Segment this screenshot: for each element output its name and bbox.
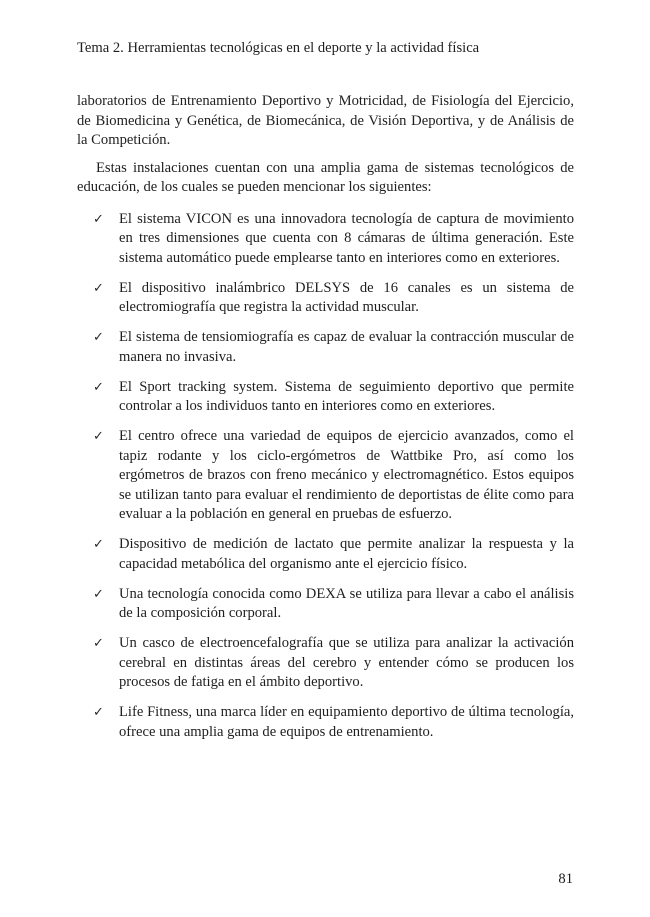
list-item-text: El sistema VICON es una innovadora tecnología de captura de movimiento en tres dimensiones que cuenta con 8 cámaras de última generación. Este sistema automático puede emplearse tanto en interiores como en exteriores.: [119, 210, 574, 266]
list-item-text: Dispositivo de medición de lactato que permite analizar la respuesta y la capacidad metabólica del organismo ante el ejercicio físico.: [119, 536, 574, 572]
list-item: [77, 703, 574, 742]
check-mark-icon: ✓: [93, 537, 104, 552]
list-item: [77, 378, 574, 417]
check-mark-icon: ✓: [93, 429, 104, 444]
check-mark-icon: ✓: [93, 586, 104, 602]
page-number: 81: [558, 871, 573, 887]
check-mark-icon: ✓: [93, 705, 104, 720]
list-item-text: Una tecnología conocida como DEXA se utiliza para llevar a cabo el análisis de la composición corporal.: [119, 585, 574, 621]
list-item-text: Un casco de electroencefalografía que se utiliza para analizar la activación cerebral en distintas áreas del cerebro y entender cómo se producen los procesos de fatiga en el ámbito deportivo.: [119, 635, 574, 690]
check-mark-icon: ✓: [93, 636, 104, 651]
check-mark-icon: ✓: [93, 330, 104, 345]
list-item-text: El Sport tracking system. Sistema de seguimiento deportivo que permite controlar a los individuos tanto en interiores como en exteriores.: [119, 378, 574, 414]
list-item-text: El dispositivo inalámbrico DELSYS de 16 canales es un sistema de electromiografía que registra la actividad muscular.: [119, 279, 574, 315]
list-item-text: Life Fitness, una marca líder en equipamiento deportivo de última tecnología, ofrece una amplia gama de equipos de entrenamiento.: [119, 704, 574, 740]
list-item-text: El centro ofrece una variedad de equipos de ejercicio avanzados, como el tapiz rodante y los ciclo-ergómetros de Wattbike Pro, así como los ergómetros de brazos con freno mecánico y electromagnético. Estos equipos se utilizan tanto para evaluar el rendimiento de deportistas de élite como para evaluar a la población en general en pruebas de esfuerzo.: [119, 428, 574, 522]
check-mark-icon: ✓: [93, 280, 104, 296]
running-header: Tema 2. Herramientas tecnológicas en el deporte y la actividad física: [77, 40, 480, 56]
list-item: [77, 427, 574, 525]
page-body: [77, 92, 574, 753]
check-mark-icon: ✓: [93, 211, 104, 227]
body-paragraph: Estas instalaciones cuentan con una amplia gama de sistemas tecnológicos de educación, de los cuales se pueden mencionar los siguientes:: [77, 159, 574, 195]
list-item: [77, 634, 574, 693]
check-mark-icon: ✓: [93, 379, 104, 395]
list-item: [77, 210, 574, 269]
list-item: [77, 535, 574, 574]
list-item: [77, 328, 574, 367]
body-paragraph: laboratorios de Entrenamiento Deportivo y Motricidad, de Fisiología del Ejercicio, de Biomedicina y Genética, de Biomecánica, de Visión Deportiva, y de Análisis de la Competición.: [77, 93, 574, 148]
list-item-text: El sistema de tensiomiografía es capaz de evaluar la contracción muscular de manera no invasiva.: [119, 329, 574, 365]
list-item: [77, 585, 574, 624]
list-item: [77, 279, 574, 318]
facilities-list: [77, 210, 574, 743]
